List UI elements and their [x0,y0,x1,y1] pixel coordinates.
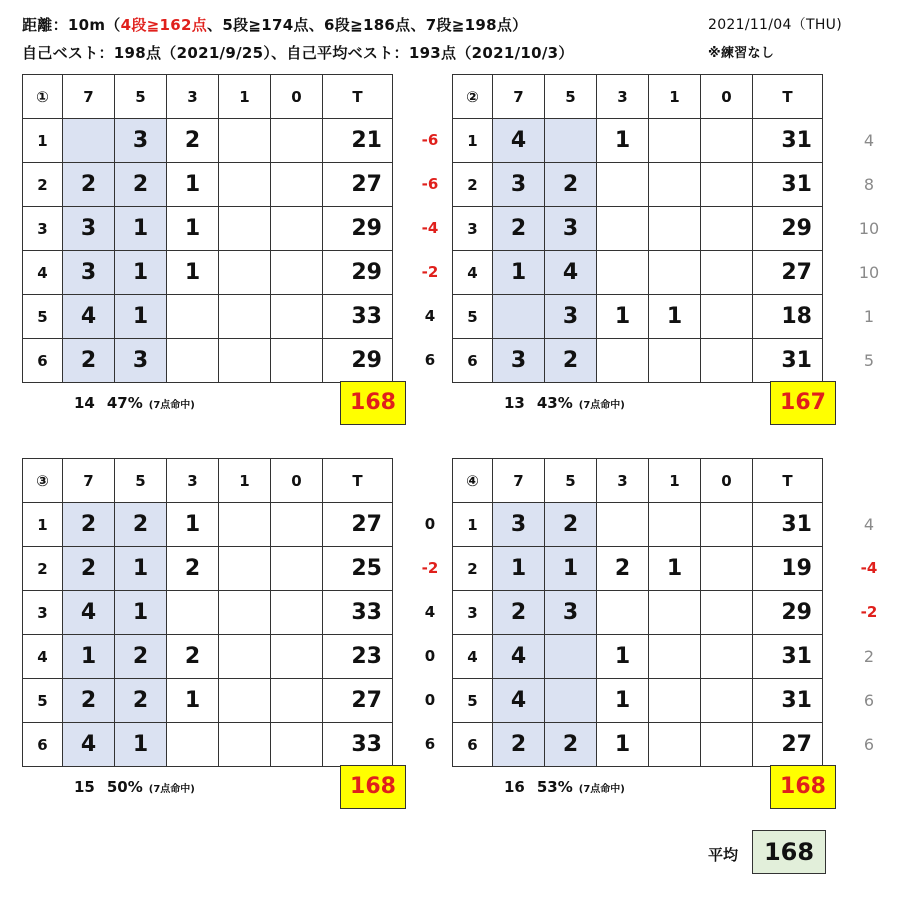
column-header: 3 [167,75,219,119]
hit-count-cell: 2 [545,503,597,547]
end-row [453,295,823,339]
end-difference: 2 [863,647,875,666]
end-total: 23 [323,635,393,679]
hit-count-cell: 1 [115,207,167,251]
hit-count-cell [701,163,753,207]
hit-summary [504,778,625,796]
end-total: 29 [753,207,823,251]
hit-count-cell [271,251,323,295]
end-number: 1 [453,119,493,163]
end-number: 3 [23,591,63,635]
end-total: 18 [753,295,823,339]
hit-count-cell [701,635,753,679]
hit-count-cell: 2 [493,207,545,251]
end-number: 2 [453,547,493,591]
hit-count-cell: 3 [493,503,545,547]
average-label: 平均 [708,846,739,864]
hit-count-cell: 1 [493,547,545,591]
hit-count-cell [649,339,701,383]
hit-count-cell: 1 [649,295,701,339]
end-number: 6 [23,339,63,383]
hit-count-cell [649,591,701,635]
end-difference: -4 [860,559,878,577]
end-difference: 6 [863,735,875,754]
hit-count-cell [649,679,701,723]
end-total: 31 [753,163,823,207]
end-total: 33 [323,723,393,767]
hit-count-cell: 1 [649,547,701,591]
hit-count-cell: 3 [545,591,597,635]
hit-count-cell [271,723,323,767]
end-total: 31 [753,503,823,547]
hit-count-cell: 4 [493,119,545,163]
hit-count-cell [701,339,753,383]
seven-hit-note: (7点命中) [148,784,195,795]
end-row [453,207,823,251]
hit-count-cell [597,503,649,547]
end-number: 4 [23,635,63,679]
end-number: 5 [453,295,493,339]
table-header-row [23,459,393,503]
round-mark: ① [23,75,63,119]
column-header: 3 [597,75,649,119]
hit-count-cell: 1 [597,295,649,339]
end-row [453,679,823,723]
hit-count-cell [701,251,753,295]
column-header: 1 [649,75,701,119]
end-total: 29 [323,207,393,251]
distance-and-rank-thresholds: 距離：10m（4段≧162点、5段≧174点、6段≧186点、7段≧198点） [22,16,528,34]
end-difference: 10 [858,219,880,238]
end-difference: 0 [424,647,436,665]
hit-count-cell: 2 [167,635,219,679]
end-row [23,119,393,163]
end-difference: 8 [863,175,875,194]
hit-count-cell [219,119,271,163]
column-header: 7 [493,459,545,503]
seven-hit-rate: 43% [536,394,573,412]
column-header: 5 [545,75,597,119]
column-header: T [323,459,393,503]
hit-count-cell: 1 [167,207,219,251]
end-number: 5 [23,679,63,723]
end-difference: 5 [863,351,875,370]
hit-count-cell [649,251,701,295]
table-header-row [23,75,393,119]
hit-count-cell: 1 [115,295,167,339]
hit-count-cell [597,339,649,383]
hit-count-cell [493,295,545,339]
hit-count-cell [701,295,753,339]
end-number: 2 [23,163,63,207]
end-difference: -4 [421,219,439,237]
end-row [23,207,393,251]
hit-summary [504,394,625,412]
end-difference: 4 [424,603,436,621]
hit-count-cell [597,591,649,635]
end-row [453,503,823,547]
hit-count-cell [271,635,323,679]
hit-count-cell [597,251,649,295]
hit-count-cell: 2 [63,163,115,207]
column-header: 5 [545,459,597,503]
score-table-round-2 [452,74,823,383]
hit-count-cell [597,163,649,207]
end-difference: 4 [863,515,875,534]
hit-count-cell: 2 [63,503,115,547]
end-total: 27 [323,163,393,207]
hit-count-cell [545,635,597,679]
column-header: 1 [219,75,271,119]
hit-count-cell [701,723,753,767]
hit-count-cell [167,723,219,767]
end-total: 29 [323,251,393,295]
end-row [453,591,823,635]
hit-count-cell [649,207,701,251]
hit-count-cell [219,547,271,591]
column-header: 7 [63,459,115,503]
hit-count-cell [597,207,649,251]
column-header: 3 [167,459,219,503]
end-difference: 6 [424,735,436,753]
hit-count-cell [219,207,271,251]
end-row [453,163,823,207]
end-row [453,547,823,591]
end-difference: -6 [421,131,439,149]
column-header: T [323,75,393,119]
round-mark: ③ [23,459,63,503]
end-total: 29 [753,591,823,635]
table-header-row [453,459,823,503]
end-total: 33 [323,591,393,635]
score-table-round-4 [452,458,823,767]
end-difference: -2 [421,263,439,281]
seven-hit-count: 14 [74,394,95,412]
column-header: 5 [115,75,167,119]
column-header: T [753,75,823,119]
hit-count-cell: 1 [115,547,167,591]
hit-count-cell [701,547,753,591]
hit-count-cell: 2 [545,339,597,383]
hit-count-cell: 1 [167,679,219,723]
end-row [23,503,393,547]
end-difference: 4 [424,307,436,325]
seven-hit-count: 16 [504,778,525,796]
hit-count-cell: 2 [545,163,597,207]
hit-count-cell [219,723,271,767]
hit-count-cell [701,591,753,635]
end-difference: -6 [421,175,439,193]
score-table-round-3 [22,458,393,767]
hit-count-cell: 4 [493,679,545,723]
hit-summary [74,394,195,412]
hit-count-cell: 4 [493,635,545,679]
hit-count-cell: 2 [115,679,167,723]
hit-count-cell [271,679,323,723]
session-date: 2021/11/04（THU) [708,17,842,33]
column-header: 7 [63,75,115,119]
round-total-box: 168 [770,765,836,809]
column-header: 7 [493,75,545,119]
seven-hit-rate: 53% [536,778,573,796]
hit-count-cell [219,591,271,635]
end-row [23,163,393,207]
hit-count-cell: 1 [167,503,219,547]
end-number: 2 [453,163,493,207]
hit-count-cell: 1 [115,723,167,767]
hit-count-cell: 4 [63,295,115,339]
end-row [23,591,393,635]
hit-count-cell: 1 [167,163,219,207]
hit-count-cell [219,339,271,383]
hit-count-cell [271,295,323,339]
hit-count-cell: 2 [63,547,115,591]
seven-hit-rate: 47% [106,394,143,412]
end-total: 19 [753,547,823,591]
hit-count-cell: 2 [597,547,649,591]
hit-count-cell: 3 [115,339,167,383]
end-difference: 6 [424,351,436,369]
hit-count-cell [701,503,753,547]
end-row [23,547,393,591]
hit-count-cell: 1 [597,119,649,163]
hit-count-cell [219,679,271,723]
hit-count-cell: 3 [493,163,545,207]
end-total: 33 [323,295,393,339]
hit-count-cell: 1 [167,251,219,295]
end-number: 2 [23,547,63,591]
end-total: 27 [323,503,393,547]
end-total: 31 [753,679,823,723]
end-difference: 4 [863,131,875,150]
end-row [453,119,823,163]
hit-count-cell [701,207,753,251]
round-total-box: 168 [340,381,406,425]
end-number: 3 [23,207,63,251]
end-row [453,635,823,679]
end-number: 6 [23,723,63,767]
hit-count-cell [219,163,271,207]
hit-count-cell: 2 [167,547,219,591]
hit-count-cell: 1 [63,635,115,679]
round-mark: ④ [453,459,493,503]
end-difference: 0 [424,515,436,533]
seven-hit-rate: 50% [106,778,143,796]
end-total: 31 [753,119,823,163]
end-total: 27 [753,251,823,295]
end-difference: 0 [424,691,436,709]
column-header: 0 [701,459,753,503]
hit-count-cell: 1 [597,635,649,679]
hit-count-cell [701,679,753,723]
end-number: 4 [453,251,493,295]
seven-hit-note: (7点命中) [578,784,625,795]
hit-count-cell: 4 [63,723,115,767]
hit-count-cell: 3 [545,295,597,339]
hit-count-cell: 2 [545,723,597,767]
end-row [23,679,393,723]
score-table-round-1 [22,74,393,383]
hit-count-cell: 3 [115,119,167,163]
hit-count-cell: 3 [545,207,597,251]
column-header: 1 [219,459,271,503]
hit-count-cell: 1 [545,547,597,591]
hit-count-cell [167,295,219,339]
hit-count-cell [545,679,597,723]
hit-count-cell: 2 [63,339,115,383]
end-total: 25 [323,547,393,591]
end-number: 1 [23,503,63,547]
hit-count-cell: 2 [115,163,167,207]
end-row [453,251,823,295]
column-header: 0 [271,459,323,503]
hit-count-cell [219,635,271,679]
seven-hit-note: (7点命中) [148,400,195,411]
hit-count-cell: 1 [115,591,167,635]
hit-count-cell [649,635,701,679]
end-row [453,339,823,383]
hit-count-cell [545,119,597,163]
end-number: 4 [453,635,493,679]
hit-count-cell [63,119,115,163]
end-row [23,295,393,339]
end-number: 6 [453,339,493,383]
table-header-row [453,75,823,119]
hit-count-cell: 3 [63,251,115,295]
hit-count-cell [219,503,271,547]
end-total: 27 [323,679,393,723]
hit-count-cell [219,295,271,339]
hit-count-cell: 1 [597,679,649,723]
round-total-box: 168 [340,765,406,809]
end-row [23,723,393,767]
hit-count-cell: 1 [597,723,649,767]
round-mark: ② [453,75,493,119]
end-total: 29 [323,339,393,383]
column-header: 3 [597,459,649,503]
rank-4-threshold: 4段≧162点 [120,16,208,34]
hit-count-cell [271,119,323,163]
hit-count-cell: 2 [115,635,167,679]
hit-count-cell [271,591,323,635]
hit-count-cell [167,591,219,635]
hit-count-cell [271,547,323,591]
hit-count-cell: 2 [493,723,545,767]
session-note: ※練習なし [708,46,775,61]
end-row [453,723,823,767]
round-total-box: 167 [770,381,836,425]
end-difference: 6 [863,691,875,710]
end-difference: 10 [858,263,880,282]
hit-count-cell [701,119,753,163]
hit-count-cell [649,163,701,207]
seven-hit-note: (7点命中) [578,400,625,411]
hit-count-cell [219,251,271,295]
seven-hit-count: 15 [74,778,95,796]
end-total: 31 [753,635,823,679]
hit-count-cell [271,339,323,383]
end-total: 31 [753,339,823,383]
end-difference: 1 [863,307,875,326]
hit-count-cell: 1 [493,251,545,295]
seven-hit-count: 13 [504,394,525,412]
column-header: 0 [271,75,323,119]
column-header: 0 [701,75,753,119]
hit-count-cell [271,503,323,547]
hit-count-cell: 4 [545,251,597,295]
column-header: T [753,459,823,503]
hit-count-cell: 1 [115,251,167,295]
hit-count-cell: 2 [493,591,545,635]
end-row [23,251,393,295]
hit-summary [74,778,195,796]
column-header: 1 [649,459,701,503]
personal-best-line: 自己ベスト：198点（2021/9/25）、自己平均ベスト：193点（2021/10/3） [22,44,574,62]
hit-count-cell [271,207,323,251]
hit-count-cell [649,723,701,767]
end-number: 1 [23,119,63,163]
end-difference: -2 [421,559,439,577]
column-header: 5 [115,459,167,503]
end-number: 4 [23,251,63,295]
hit-count-cell [167,339,219,383]
end-number: 3 [453,591,493,635]
hit-count-cell: 3 [493,339,545,383]
hit-count-cell: 3 [63,207,115,251]
hit-count-cell: 2 [115,503,167,547]
hit-count-cell: 2 [63,679,115,723]
hit-count-cell [649,119,701,163]
average-score-box: 168 [752,830,826,874]
end-number: 3 [453,207,493,251]
end-total: 21 [323,119,393,163]
end-number: 5 [453,679,493,723]
hit-count-cell [649,503,701,547]
end-difference: -2 [860,603,878,621]
end-total: 27 [753,723,823,767]
end-number: 1 [453,503,493,547]
end-row [23,339,393,383]
end-row [23,635,393,679]
hit-count-cell: 2 [167,119,219,163]
end-number: 5 [23,295,63,339]
end-number: 6 [453,723,493,767]
hit-count-cell [271,163,323,207]
hit-count-cell: 4 [63,591,115,635]
